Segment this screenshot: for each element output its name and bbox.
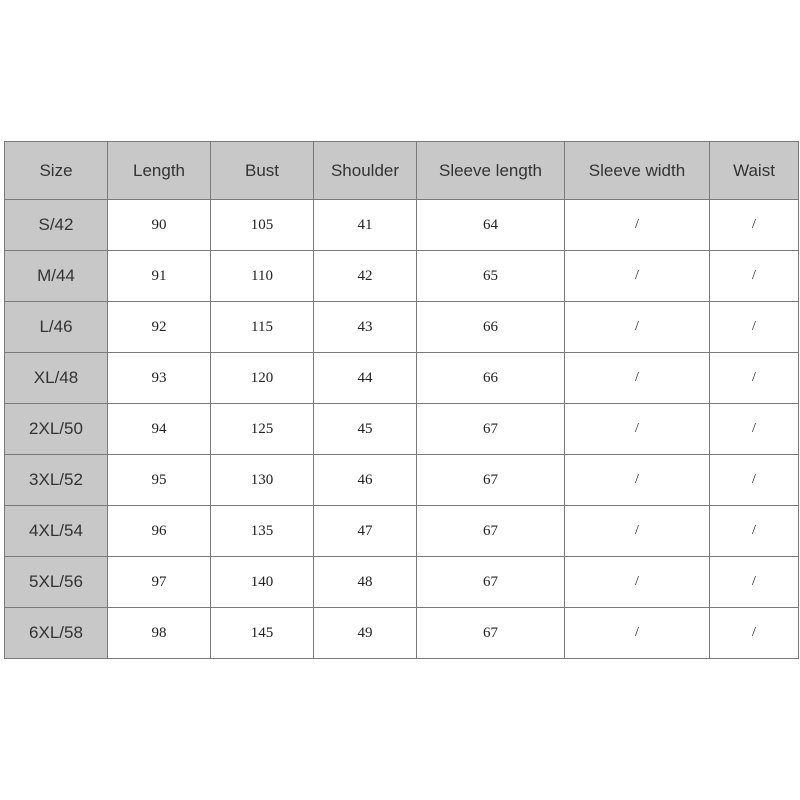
table-row bbox=[5, 200, 799, 251]
table-row bbox=[5, 404, 799, 455]
table-row bbox=[5, 353, 799, 404]
cell-waist: / bbox=[710, 455, 799, 506]
table-row bbox=[5, 455, 799, 506]
size-chart-table bbox=[4, 141, 799, 659]
cell-size: 3XL/52 bbox=[5, 455, 108, 506]
table-row bbox=[5, 557, 799, 608]
cell-bust: 140 bbox=[211, 557, 314, 608]
cell-waist: / bbox=[710, 251, 799, 302]
cell-length: 94 bbox=[108, 404, 211, 455]
cell-bust: 105 bbox=[211, 200, 314, 251]
cell-shoulder: 48 bbox=[314, 557, 417, 608]
cell-sleeve-width: / bbox=[565, 608, 710, 659]
cell-size: 4XL/54 bbox=[5, 506, 108, 557]
header-shoulder: Shoulder bbox=[314, 142, 417, 200]
header-sleeve-length: Sleeve length bbox=[417, 142, 565, 200]
cell-shoulder: 45 bbox=[314, 404, 417, 455]
cell-size: M/44 bbox=[5, 251, 108, 302]
cell-sleeve-length: 67 bbox=[417, 404, 565, 455]
cell-size: XL/48 bbox=[5, 353, 108, 404]
cell-length: 95 bbox=[108, 455, 211, 506]
cell-length: 97 bbox=[108, 557, 211, 608]
header-waist: Waist bbox=[710, 142, 799, 200]
cell-shoulder: 43 bbox=[314, 302, 417, 353]
cell-size: 6XL/58 bbox=[5, 608, 108, 659]
table-row bbox=[5, 506, 799, 557]
cell-sleeve-length: 67 bbox=[417, 557, 565, 608]
cell-sleeve-width: / bbox=[565, 353, 710, 404]
cell-sleeve-width: / bbox=[565, 200, 710, 251]
cell-sleeve-length: 67 bbox=[417, 455, 565, 506]
cell-sleeve-length: 65 bbox=[417, 251, 565, 302]
table-row bbox=[5, 608, 799, 659]
cell-bust: 125 bbox=[211, 404, 314, 455]
cell-size: S/42 bbox=[5, 200, 108, 251]
cell-sleeve-length: 67 bbox=[417, 608, 565, 659]
header-bust: Bust bbox=[211, 142, 314, 200]
cell-waist: / bbox=[710, 200, 799, 251]
header-size: Size bbox=[5, 142, 108, 200]
cell-bust: 120 bbox=[211, 353, 314, 404]
cell-bust: 135 bbox=[211, 506, 314, 557]
cell-sleeve-width: / bbox=[565, 404, 710, 455]
cell-size: 2XL/50 bbox=[5, 404, 108, 455]
table-row bbox=[5, 251, 799, 302]
cell-sleeve-width: / bbox=[565, 557, 710, 608]
cell-sleeve-width: / bbox=[565, 302, 710, 353]
cell-waist: / bbox=[710, 557, 799, 608]
header-row bbox=[5, 142, 799, 200]
header-sleeve-width: Sleeve width bbox=[565, 142, 710, 200]
table-row bbox=[5, 302, 799, 353]
cell-bust: 110 bbox=[211, 251, 314, 302]
cell-length: 91 bbox=[108, 251, 211, 302]
cell-sleeve-width: / bbox=[565, 455, 710, 506]
cell-length: 98 bbox=[108, 608, 211, 659]
cell-bust: 115 bbox=[211, 302, 314, 353]
cell-size: L/46 bbox=[5, 302, 108, 353]
cell-shoulder: 42 bbox=[314, 251, 417, 302]
cell-sleeve-length: 64 bbox=[417, 200, 565, 251]
cell-bust: 145 bbox=[211, 608, 314, 659]
cell-waist: / bbox=[710, 302, 799, 353]
cell-shoulder: 47 bbox=[314, 506, 417, 557]
cell-size: 5XL/56 bbox=[5, 557, 108, 608]
cell-shoulder: 46 bbox=[314, 455, 417, 506]
cell-length: 96 bbox=[108, 506, 211, 557]
cell-bust: 130 bbox=[211, 455, 314, 506]
cell-shoulder: 41 bbox=[314, 200, 417, 251]
cell-waist: / bbox=[710, 506, 799, 557]
cell-waist: / bbox=[710, 353, 799, 404]
cell-shoulder: 44 bbox=[314, 353, 417, 404]
cell-sleeve-length: 66 bbox=[417, 353, 565, 404]
cell-waist: / bbox=[710, 404, 799, 455]
cell-sleeve-length: 67 bbox=[417, 506, 565, 557]
cell-waist: / bbox=[710, 608, 799, 659]
cell-length: 92 bbox=[108, 302, 211, 353]
header-length: Length bbox=[108, 142, 211, 200]
cell-sleeve-width: / bbox=[565, 506, 710, 557]
cell-shoulder: 49 bbox=[314, 608, 417, 659]
cell-length: 90 bbox=[108, 200, 211, 251]
cell-sleeve-length: 66 bbox=[417, 302, 565, 353]
cell-length: 93 bbox=[108, 353, 211, 404]
cell-sleeve-width: / bbox=[565, 251, 710, 302]
